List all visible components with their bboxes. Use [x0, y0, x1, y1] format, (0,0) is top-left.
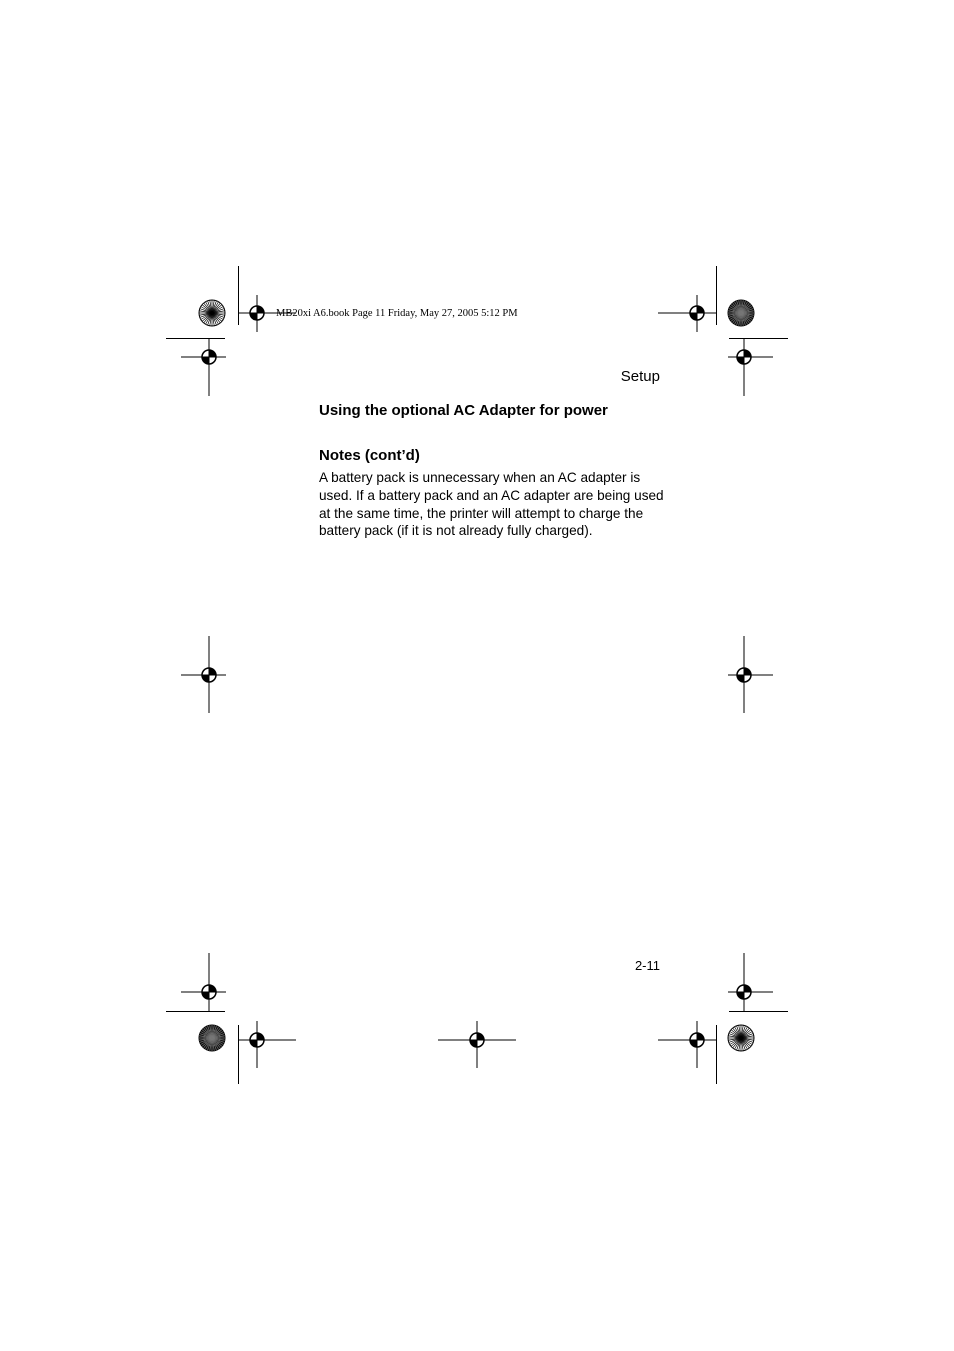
- star-target-icon: [199, 300, 225, 326]
- registration-mark-icon: [181, 338, 226, 396]
- star-target-icon: [728, 300, 754, 326]
- registration-mark-icon: [181, 636, 226, 713]
- section-title: Using the optional AC Adapter for power: [319, 402, 608, 419]
- registration-mark-icon: [181, 953, 226, 1011]
- registration-mark-icon: [658, 1021, 716, 1068]
- print-slug: MB20xi A6.book Page 11 Friday, May 27, 2005 5:12 PM: [276, 308, 518, 319]
- registration-mark-icon: [658, 295, 716, 332]
- page-number: 2-11: [634, 958, 660, 973]
- notes-paragraph: A battery pack is unnecessary when an AC adapter is used. If a battery pack and an AC adapter are being used at the same time, the printer will attempt to charge the battery pack (if it is not already fully charged).: [319, 470, 664, 539]
- notes-heading: Notes (cont’d): [319, 447, 420, 464]
- registration-mark-icon: [728, 953, 773, 1011]
- star-target-icon: [199, 1025, 225, 1051]
- registration-mark-icon: [238, 1021, 296, 1068]
- running-head: Setup: [620, 368, 660, 385]
- registration-mark-icon: [728, 338, 773, 396]
- star-target-icon: [728, 1025, 754, 1051]
